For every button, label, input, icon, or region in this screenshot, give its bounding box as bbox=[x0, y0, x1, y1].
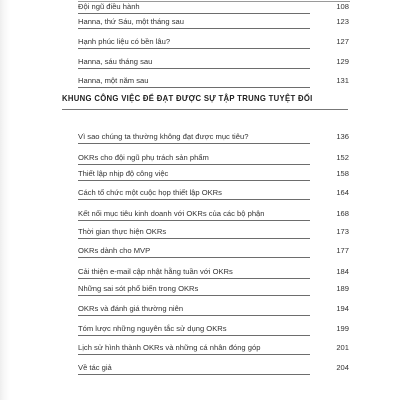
toc-leader-line bbox=[78, 48, 310, 49]
toc-entry-title: Hanna, sáu tháng sau bbox=[78, 57, 153, 66]
toc-entry bbox=[0, 35, 400, 49]
toc-entry-page: 136 bbox=[336, 132, 349, 141]
toc-entry-title: Cách tổ chức một cuộc họp thiết lập OKRs bbox=[78, 188, 222, 197]
toc-leader-line bbox=[78, 278, 310, 279]
toc-entry bbox=[0, 322, 400, 336]
toc-leader-line bbox=[78, 295, 310, 296]
toc-entry bbox=[0, 15, 400, 29]
toc-entry-title: Những sai sót phổ biến trong OKRs bbox=[78, 284, 199, 293]
toc-entry-title: OKRs dành cho MVP bbox=[78, 246, 151, 255]
toc-leader-line bbox=[78, 238, 310, 239]
toc-leader-line bbox=[78, 87, 310, 88]
toc-entry bbox=[0, 130, 400, 144]
toc-entry-title: Hanna, một năm sau bbox=[78, 76, 149, 85]
toc-entry bbox=[0, 0, 400, 14]
toc-entry bbox=[0, 207, 400, 221]
toc-entry bbox=[0, 186, 400, 200]
toc-entry bbox=[0, 151, 400, 165]
toc-entry-title: Tóm lược những nguyên tắc sử dụng OKRs bbox=[78, 324, 227, 333]
toc-leader-line bbox=[78, 354, 310, 355]
toc-entry bbox=[0, 74, 400, 88]
toc-entry-page: 204 bbox=[336, 363, 349, 372]
toc-entry-page: 131 bbox=[336, 76, 349, 85]
toc-entry-page: 158 bbox=[336, 169, 349, 178]
toc-entry-page: 123 bbox=[336, 17, 349, 26]
toc-entry-title: OKRs cho đội ngũ phụ trách sản phẩm bbox=[78, 153, 209, 162]
toc-entry-page: 177 bbox=[336, 246, 349, 255]
toc-entry-title: Về tác giả bbox=[78, 363, 112, 372]
toc-entry-title: Hanna, thứ Sáu, một tháng sau bbox=[78, 17, 184, 26]
toc-entry bbox=[0, 302, 400, 316]
toc-entry bbox=[0, 167, 400, 181]
section-heading-rule bbox=[62, 109, 348, 110]
toc-entry-page: 129 bbox=[336, 57, 349, 66]
toc-entry-title: Hạnh phúc liệu có bền lâu? bbox=[78, 37, 171, 46]
toc-leader-line bbox=[78, 374, 310, 375]
toc-entry-page: 194 bbox=[336, 304, 349, 313]
toc-entry-page: 201 bbox=[336, 343, 349, 352]
toc-entry-page: 108 bbox=[336, 2, 349, 11]
section-heading: KHUNG CÔNG VIỆC ĐỂ ĐẠT ĐƯỢC SỰ TẬP TRUNG TUYỆT ĐỐI bbox=[62, 93, 313, 103]
toc-entry-title: Lịch sử hình thành OKRs và những cá nhân đóng góp bbox=[78, 343, 261, 352]
toc-entry bbox=[0, 265, 400, 279]
toc-entry-title: OKRs và đánh giá thường niên bbox=[78, 304, 184, 313]
toc-entry-title: Vì sao chúng ta thường không đạt được mục tiêu? bbox=[78, 132, 249, 141]
toc-entry-page: 199 bbox=[336, 324, 349, 333]
toc-entry-title: Đội ngũ điều hành bbox=[78, 2, 140, 11]
toc-entry-title: Thời gian thực hiện OKRs bbox=[78, 227, 167, 236]
toc-leader-line bbox=[78, 257, 310, 258]
toc-entry bbox=[0, 244, 400, 258]
toc-entry-page: 127 bbox=[336, 37, 349, 46]
toc-leader-line bbox=[78, 164, 310, 165]
toc-entry-page: 184 bbox=[336, 267, 349, 276]
toc-entry-page: 152 bbox=[336, 153, 349, 162]
toc-entry-page: 164 bbox=[336, 188, 349, 197]
toc-leader-line bbox=[78, 143, 310, 144]
toc-leader-line bbox=[78, 315, 310, 316]
toc-entry bbox=[0, 361, 400, 375]
toc-entry bbox=[0, 282, 400, 296]
toc-entry-page: 173 bbox=[336, 227, 349, 236]
toc-entry-title: Cải thiện e-mail cập nhật hằng tuần với OKRs bbox=[78, 267, 233, 276]
toc-entry-page: 189 bbox=[336, 284, 349, 293]
toc-entry-title: Kết nối mục tiêu kinh doanh với OKRs của các bộ phận bbox=[78, 209, 265, 218]
toc-entry-page: 168 bbox=[336, 209, 349, 218]
toc-entry-title: Thiết lập nhịp độ công việc bbox=[78, 169, 169, 178]
toc-leader-line bbox=[78, 180, 310, 181]
toc-leader-line bbox=[78, 28, 310, 29]
toc-entry bbox=[0, 55, 400, 69]
toc-leader-line bbox=[78, 13, 310, 14]
toc-leader-line bbox=[78, 68, 310, 69]
toc-leader-line bbox=[78, 335, 310, 336]
toc-entry bbox=[0, 341, 400, 355]
toc-leader-line bbox=[78, 199, 310, 200]
toc-leader-line bbox=[78, 220, 310, 221]
toc-entry bbox=[0, 225, 400, 239]
